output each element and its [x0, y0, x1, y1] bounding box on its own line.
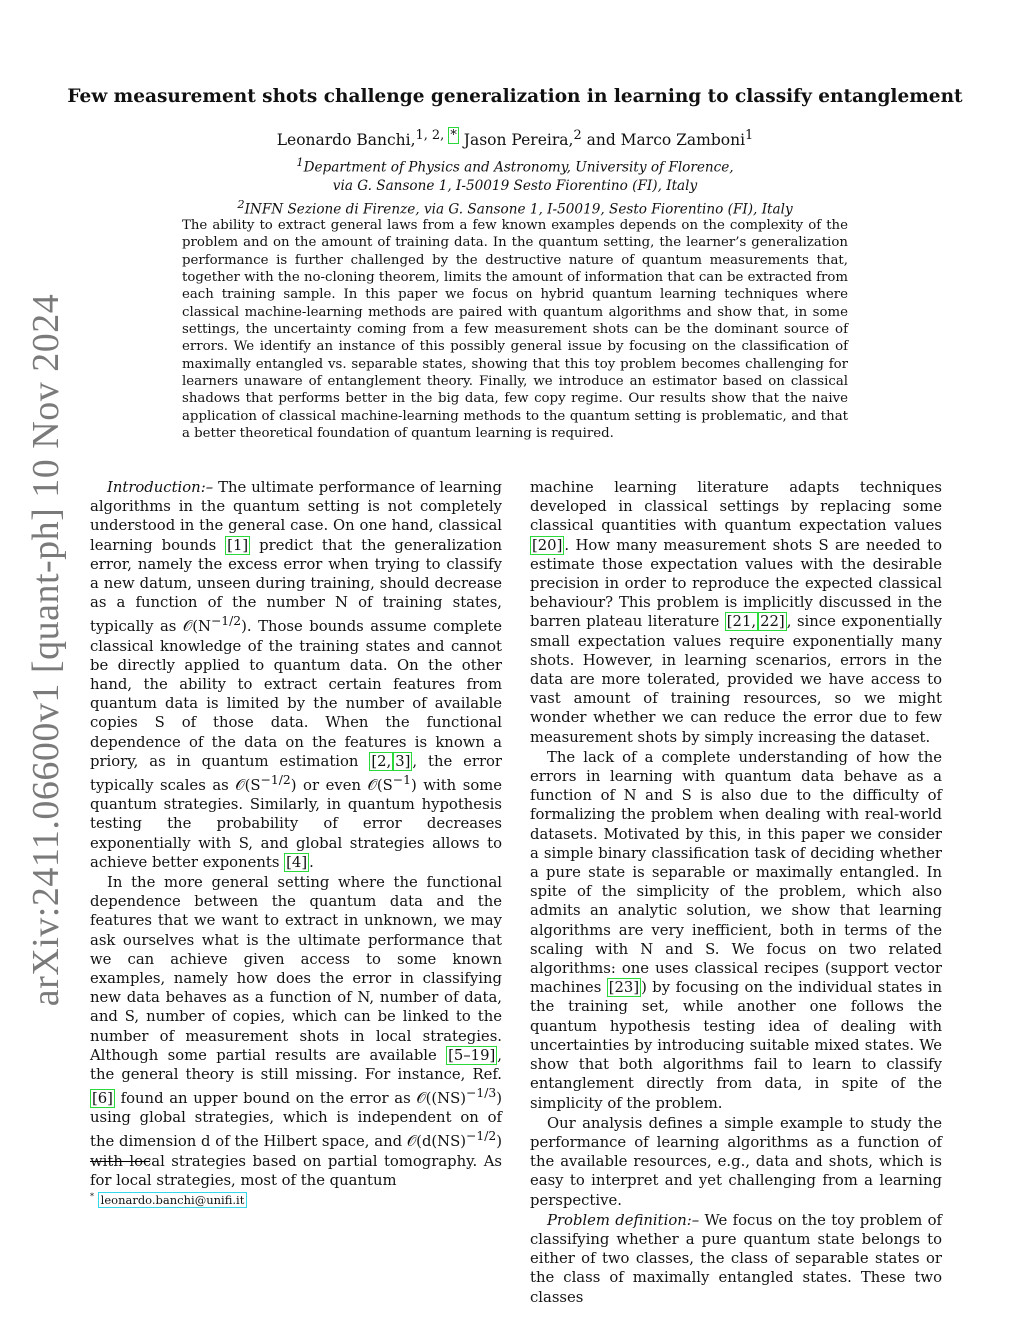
footnote — [90, 1192, 247, 1207]
intro-paragraph-4: The lack of a complete understanding of how the errors in learning with quantum data behave as a function of N and S is also due to the difficulty of formalizing the problem when dealing with real-world datasets. Motivated by this, in this paper we consider a simple binary classification task of deciding whether a pure state is separable or maximally entangled. In spite of the simplicity of the problem, which also admits an analytic solution, we show that learning algorithms are very inefficient, both in terms of the scaling with N and S. We focus on two related algorithms: one uses classical recipes (support vector machines [23] ) by focusing on the individual states in the training set, while another one follows the quantum hypothesis testing idea of dealing with uncertainties by introducing suitable mixed states. We show that both algorithms fail to learn to classify entanglement directly from data, in spite of the simplicity of the problem. — [530, 748, 942, 1112]
affil-1-line-1: Department of Physics and Astronomy, University of Florence, — [303, 159, 734, 176]
corresponding-author-link[interactable]: * — [450, 128, 457, 143]
footnote-marker: * — [90, 1192, 94, 1201]
left-column — [90, 478, 502, 1191]
intro-paragraph-5: Our analysis defines a simple example to study the performance of learning algorithms as a function of the available resources, e.g., data and shots, which is easy to interpret and yet challenging from a learning perspective. — [530, 1114, 942, 1209]
citation-22[interactable]: 22] — [760, 613, 785, 631]
section-heading-problem-definition: Problem definition:– — [547, 1211, 700, 1229]
author-banchi: Leonardo Banchi, — [276, 131, 416, 150]
citation-1[interactable]: [1] — [227, 536, 249, 554]
author-email-link[interactable]: leonardo.banchi@unifi.it — [98, 1192, 248, 1208]
author-pereira: Jason Pereira, — [463, 131, 574, 150]
author-banchi-affil: 1, 2, — [415, 128, 449, 143]
author-list — [160, 128, 870, 149]
affil-2-line: INFN Sezione di Firenze, via G. Sansone 1, I-50019, Sesto Fiorentino (FI), Italy — [244, 201, 793, 218]
affiliations — [160, 153, 870, 219]
affil-1-marker: 1 — [296, 155, 304, 169]
paper-title: Few measurement shots challenge generalization in learning to classify entanglement — [67, 86, 963, 107]
citation-20[interactable]: [20] — [532, 536, 563, 554]
citation-6[interactable]: [6] — [92, 1090, 113, 1108]
intro-paragraph-3: machine learning literature adapts techniques developed in classical settings by replacing some classical quantities with quantum expectation values [20] . How many measurement shots S are needed to estimate those expectation values with the desirable precision in order to reproduce the expected classical behaviour? This problem is implicitly discussed in the barren plateau literature [21, 22] , since exponentially small expectation values require exponentially many shots. However, in learning scenarios, errors in the data are more tolerated, provided we have access to vast amount of training resources, so we might wonder whether we can reduce the error due to few measurement shots by simply increasing the dataset. — [530, 479, 942, 746]
arxiv-id-text: arXiv:2411.06600v1 [quant-ph] 10 Nov 2024 — [25, 293, 67, 1007]
intro-paragraph-2: In the more general setting where the functional dependence between the quantum data and the features that we want to extract in unknown, we may ask ourselves what is the ultimate performance that we can achieve given access to some known examples, namely how does the error in classifying new data behaves as a function of N, number of data, and S, number of copies, which can be linked to the number of measurement shots in local strategies. Although some partial results are available [5–19] , the general theory is still missing. For instance, Ref. [6] found an upper bound on the error as 𝒪((NS)$^{-1/3}$) using global strategies, which is independent on of the dimension d of the Hilbert space, and 𝒪(d(NS)$^{-1/2}$) with local strategies based on partial tomography. As for local strategies, most of the quantum — [90, 873, 502, 1189]
citation-2[interactable]: [2, — [371, 752, 392, 770]
abstract: The ability to extract general laws from a few known examples depends on the complexity of the problem and on the amount of training data. In the quantum setting, the learner’s generalization performance is further challenged by the destructive nature of quantum measurements that, together with the no-cloning theorem, limits the amount of information that can be extracted from each training sample. In this paper we focus on hybrid quantum learning techniques where classical machine-learning methods are paired with quantum algorithms and show that, in some settings, the uncertainty coming from a few measurement shots can be the dominant source of errors. We identify an instance of this possibly general issue by focusing on the classification of maximally entangled vs. separable states, showing that this toy problem becomes challenging for learners unaware of entanglement theory. Finally, we introduce an estimator based on classical shadows that performs better in the big data, few copy regime. Our results show that the naive application of classical machine-learning methods to the quantum setting is problematic, and that a better theoretical foundation of quantum learning is required. — [182, 218, 848, 442]
author-pereira-affil: 2 — [573, 128, 582, 143]
intro-paragraph-1: Introduction:– The ultimate performance of learning algorithms in the quantum setting is not completely understood in the general case. On one hand, classical learning bounds [1] predict that the generalization error, namely the excess error when trying to classify a new datum, unseen during training, should decrease as a function of the number N of training states, typically as $𝒪(N^{-1/2})$. Those bounds assume complete classical knowledge of the training states and cannot be directly applied to quantum data. On the other hand, the ability to extract certain features from quantum data is limited by the number of available copies S of those data. When the functional dependence of the data on the features is known a priory, as in quantum estimation [2, 3] , the error typically scales as $𝒪(S^{-1/2})$ or even $𝒪(S^{-1})$ with some quantum strategies. Similarly, in quantum hypothesis testing the probability of error decreases exponentially with S, and global strategies allows to achieve better exponents [4] . — [90, 479, 503, 871]
section-heading-introduction: Introduction:– — [107, 479, 214, 496]
citation-3[interactable]: 3] — [395, 752, 411, 770]
citation-5-19[interactable]: [5–19] — [448, 1046, 496, 1064]
right-column — [530, 478, 942, 1308]
affil-1-line-2: via G. Sansone 1, I-50019 Sesto Fiorentino (FI), Italy — [332, 177, 698, 194]
citation-23[interactable]: [23] — [608, 979, 640, 997]
citation-4[interactable]: [4] — [286, 853, 308, 871]
arxiv-identifier — [20, 293, 72, 1007]
author-zamboni-affil: 1 — [745, 128, 754, 143]
problem-definition-paragraph: Problem definition:– We focus on the toy problem of classifying whether a pure quantum state belongs to either of two classes, the class of separable states or the class of maximally entangled states. These two classes — [530, 1211, 943, 1306]
affil-2-marker: 2 — [237, 196, 245, 211]
citation-21[interactable]: [21, — [726, 613, 757, 631]
author-zamboni: and Marco Zamboni — [586, 131, 746, 150]
footnote-rule — [90, 1161, 150, 1162]
